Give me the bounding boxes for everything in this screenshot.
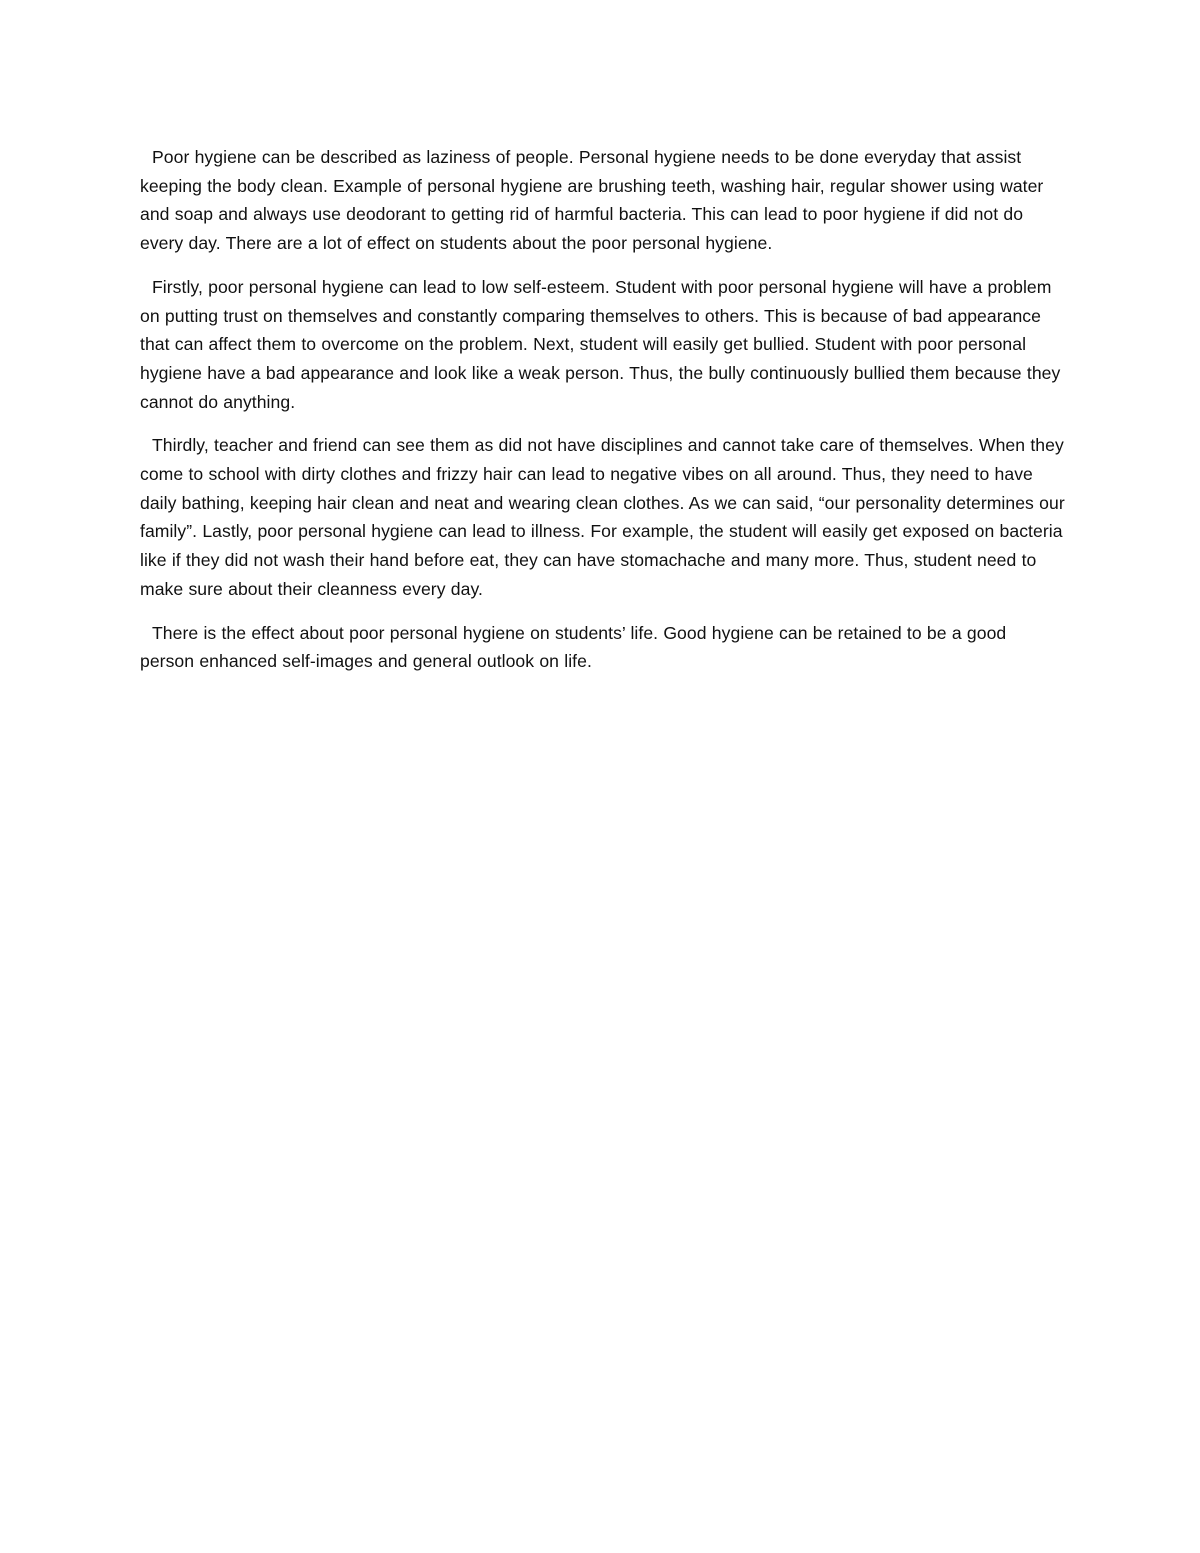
paragraph-self-esteem: Firstly, poor personal hygiene can lead to low self-esteem. Student with poor personal hygiene will have a problem on putting trust on themselves and constantly comparing themselves to others. This is because of bad appearance that can affect them to overcome on the problem. Next, student will easily get bullied. Student with poor personal hygiene have a bad appearance and look like a weak person. Thus, the bully continuously bullied them because they cannot do anything. [140, 276, 1061, 412]
paragraph-discipline-illness: Thirdly, teacher and friend can see them as did not have disciplines and cannot take care of themselves. When they come to school with dirty clothes and frizzy hair can lead to negative vibes on all around. Thus, they need to have daily bathing, keeping hair clean and neat and wearing clean clothes. As we can said, “our personality determines our family”. Lastly, poor personal hygiene can lead to illness. For example, the student will easily get exposed on bacteria like if they did not wash their hand before eat, they can have stomachache and many more. Thus, student need to make sure about their cleanness every day. [140, 435, 1065, 599]
paragraph-intro: Poor hygiene can be described as laziness of people. Personal hygiene needs to be done everyday that assist keeping the body clean. Example of personal hygiene are brushing teeth, washing hair, regular shower using water and soap and always use deodorant to getting rid of harmful bacteria. This can lead to poor hygiene if did not do every day. There are a lot of effect on students about the poor personal hygiene. [140, 147, 1044, 254]
paragraph-conclusion: There is the effect about poor personal hygiene on students’ life. Good hygiene can be retained to be a good person enhanced self-images and general outlook on life. [140, 622, 1007, 672]
essay-body [140, 143, 1065, 691]
